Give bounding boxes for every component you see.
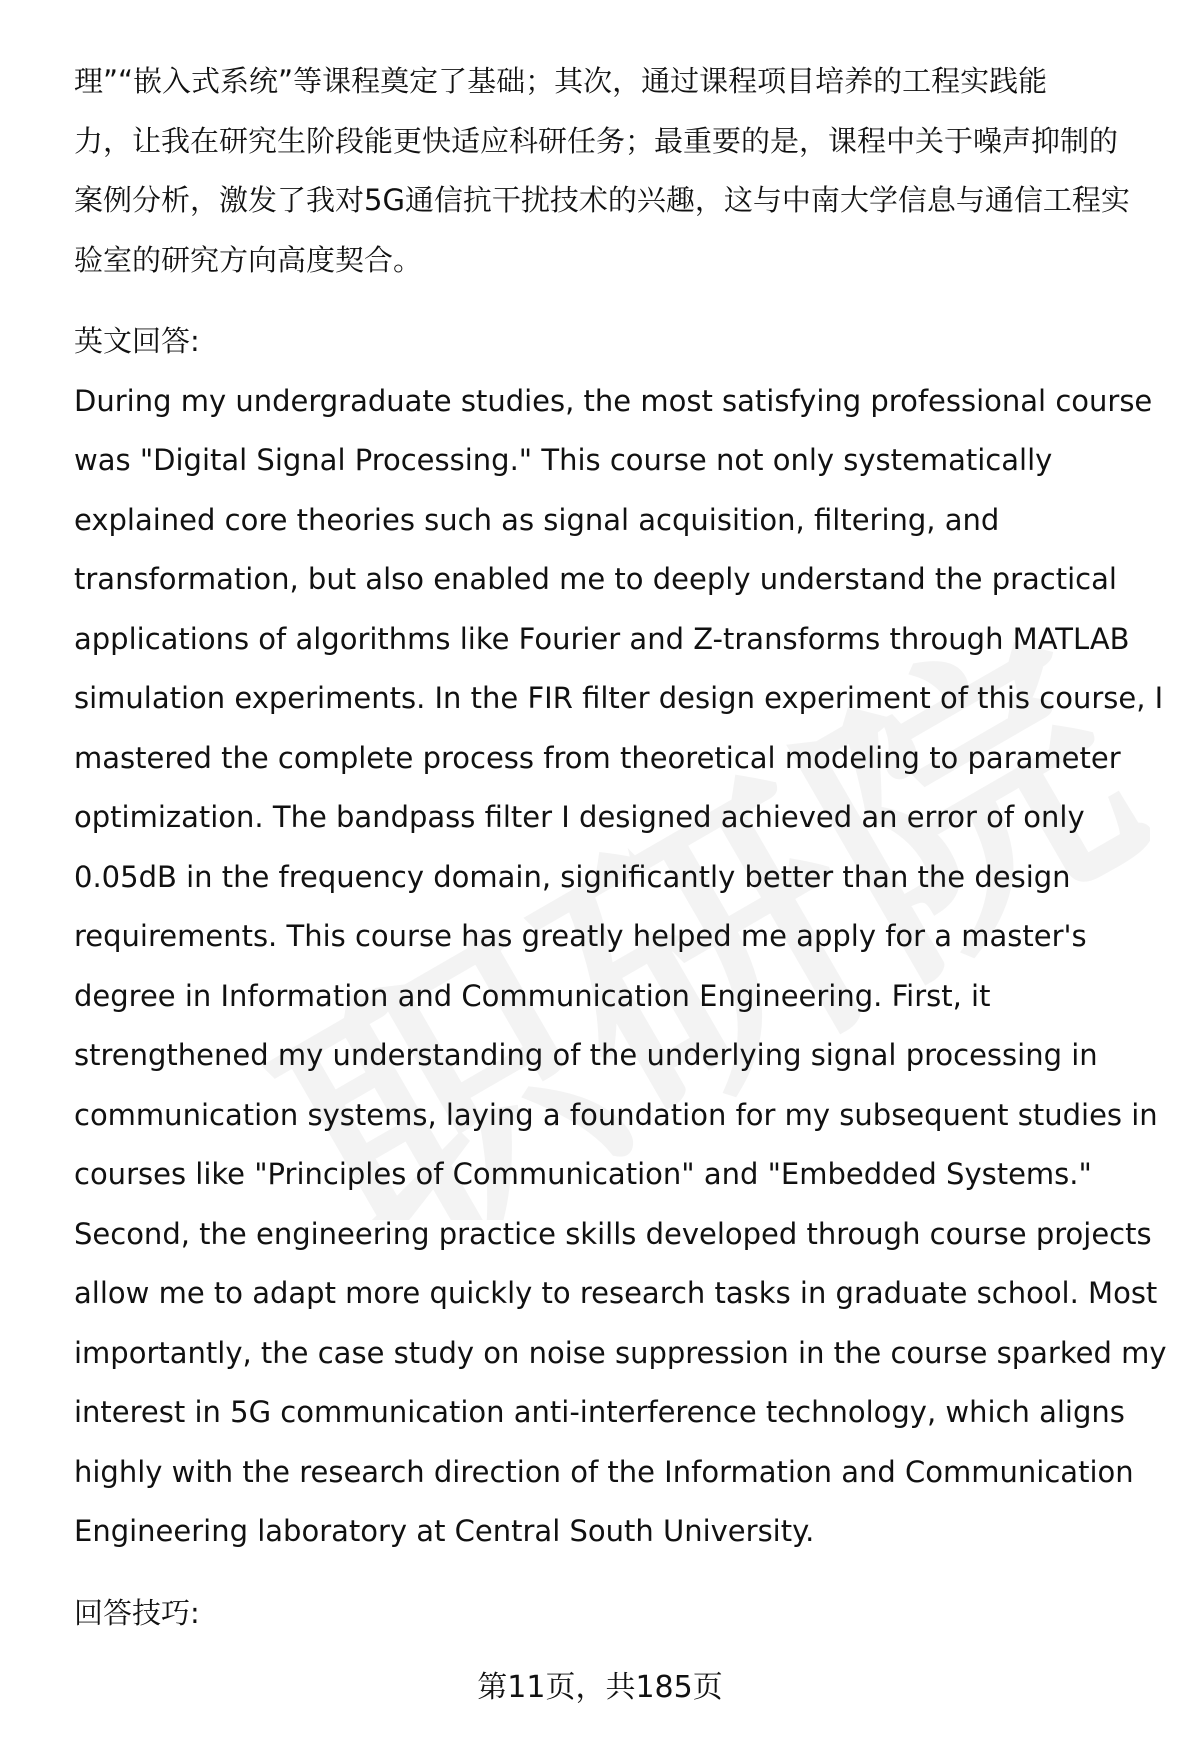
text-line: During my undergraduate studies, the most satisfying professional course xyxy=(74,383,1153,418)
text-line: mastered the complete process from theoretical modeling to parameter xyxy=(74,740,1121,775)
text-line: applications of algorithms like Fourier and Z-transforms through MATLAB xyxy=(74,621,1130,656)
text-line: simulation experiments. In the FIR filter design experiment of this course, I xyxy=(74,681,1164,715)
text-line: highly with the research direction of the Information and Communication xyxy=(74,1454,1134,1489)
text-line: optimization. The bandpass filter I designed achieved an error of only xyxy=(74,800,1085,834)
text-line: Engineering laboratory at Central South University. xyxy=(74,1514,815,1548)
text-line: requirements. This course has greatly helped me apply for a master's xyxy=(74,919,1087,953)
text-line: 力，让我在研究生阶段能更快适应科研任务；最重要的是，课程中关于噪声抑制的 xyxy=(74,123,1119,158)
text-line: 案例分析，激发了我对5G通信抗干扰技术的兴趣，这与中南大学信息与通信工程实 xyxy=(74,183,1130,217)
text-line: 理”“嵌入式系统”等课程奠定了基础；其次，通过课程项目培养的工程实践能 xyxy=(74,64,1048,98)
document-body xyxy=(74,52,1166,1643)
text-line: importantly, the case study on noise suppression in the course sparked my xyxy=(74,1335,1167,1370)
text-line: was "Digital Signal Processing." This course not only systematically xyxy=(74,443,1053,477)
text-line: allow me to adapt more quickly to research tasks in graduate school. Most xyxy=(74,1276,1158,1310)
chinese-answer-continuation xyxy=(74,52,1166,290)
text-line: 验室的研究方向高度契合。 xyxy=(74,242,423,277)
page-number-footer: 第11页，共185页 xyxy=(477,1670,723,1705)
text-line: 0.05dB in the frequency domain, significantly better than the design xyxy=(74,859,1071,894)
text-line: interest in 5G communication anti-interference technology, which aligns xyxy=(74,1395,1125,1429)
text-line: Second, the engineering practice skills developed through course projects xyxy=(74,1216,1152,1251)
english-answer-paragraph xyxy=(74,372,1166,1562)
text-line: courses like "Principles of Communication" and "Embedded Systems." xyxy=(74,1157,1092,1191)
text-line: strengthened my understanding of the underlying signal processing in xyxy=(74,1038,1098,1072)
english-answer-heading: 英文回答: xyxy=(74,324,200,358)
text-line: communication systems, laying a foundation for my subsequent studies in xyxy=(74,1097,1158,1132)
text-line: explained core theories such as signal acquisition, filtering, and xyxy=(74,502,1000,537)
text-line: degree in Information and Communication Engineering. First, it xyxy=(74,978,991,1013)
text-line: transformation, but also enabled me to deeply understand the practical xyxy=(74,562,1117,596)
answer-tips-heading: 回答技巧: xyxy=(74,1595,200,1630)
